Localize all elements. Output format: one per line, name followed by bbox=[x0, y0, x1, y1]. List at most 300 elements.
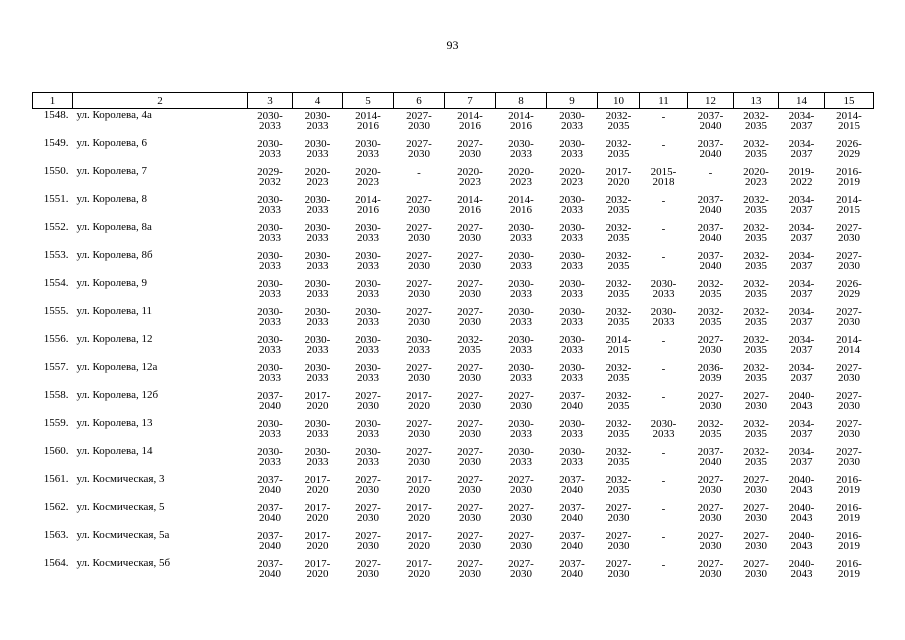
row-number: 1558. bbox=[43, 389, 69, 401]
period-cell bbox=[825, 389, 874, 417]
period-cell bbox=[734, 249, 779, 277]
period-value: 2020- 2023 bbox=[743, 166, 769, 188]
period-cell bbox=[779, 305, 825, 333]
period-value: 2027- 2030 bbox=[406, 418, 432, 440]
row-number: 1550. bbox=[43, 165, 69, 177]
period-value: 2027- 2030 bbox=[508, 390, 534, 412]
period-cell bbox=[547, 193, 598, 221]
period-value: 2027- 2030 bbox=[355, 558, 381, 580]
period-cell bbox=[640, 137, 688, 165]
period-value: 2030- 2033 bbox=[508, 306, 534, 328]
period-cell bbox=[688, 557, 734, 585]
table-row bbox=[33, 305, 874, 333]
period-value: 2027- 2030 bbox=[355, 474, 381, 496]
period-value: 2016- 2019 bbox=[836, 502, 862, 524]
period-cell bbox=[293, 557, 343, 585]
period-cell bbox=[445, 557, 496, 585]
period-cell bbox=[445, 529, 496, 557]
address-cell: ул. Королева, 8 bbox=[76, 193, 147, 205]
period-value: 2030- 2033 bbox=[559, 306, 585, 328]
period-value: 2034- 2037 bbox=[788, 362, 815, 384]
period-cell bbox=[248, 529, 293, 557]
period-cell bbox=[825, 445, 874, 473]
period-cell bbox=[779, 333, 825, 361]
period-cell bbox=[343, 417, 394, 445]
period-value: 2014- 2015 bbox=[836, 194, 862, 216]
row-number: 1559. bbox=[43, 417, 69, 429]
period-value: 2030- 2033 bbox=[508, 250, 534, 272]
column-header-15: 15 bbox=[825, 93, 874, 109]
period-value: 2027- 2030 bbox=[697, 558, 724, 580]
address-cell: ул. Королева, 8б bbox=[76, 249, 153, 261]
period-cell bbox=[496, 165, 547, 193]
period-cell bbox=[734, 557, 779, 585]
period-cell bbox=[496, 193, 547, 221]
period-value: 2037- 2040 bbox=[697, 250, 724, 272]
period-value: 2032- 2035 bbox=[605, 250, 632, 272]
period-cell bbox=[640, 473, 688, 501]
header-row bbox=[33, 93, 874, 109]
period-cell bbox=[394, 417, 445, 445]
period-value: 2037- 2040 bbox=[559, 530, 585, 552]
period-cell bbox=[779, 165, 825, 193]
address-cell: ул. Космическая, 5а bbox=[76, 529, 170, 541]
period-value: 2027- 2030 bbox=[457, 418, 483, 440]
period-cell bbox=[343, 389, 394, 417]
period-cell bbox=[547, 109, 598, 138]
period-value: 2040- 2043 bbox=[788, 530, 815, 552]
period-value: 2027- 2030 bbox=[457, 502, 483, 524]
address-cell: ул. Королева, 9 bbox=[76, 277, 147, 289]
period-value: 2020- 2023 bbox=[304, 166, 331, 188]
period-cell bbox=[547, 473, 598, 501]
period-value: 2027- 2030 bbox=[605, 530, 632, 552]
period-cell bbox=[445, 109, 496, 138]
period-cell bbox=[640, 249, 688, 277]
period-value: 2027- 2030 bbox=[836, 222, 862, 244]
period-cell bbox=[445, 333, 496, 361]
page-number: 93 bbox=[446, 38, 459, 52]
table-row bbox=[33, 557, 874, 585]
period-value: 2017- 2020 bbox=[406, 390, 432, 412]
period-cell bbox=[779, 137, 825, 165]
period-cell bbox=[547, 165, 598, 193]
period-value: 2030- 2033 bbox=[559, 418, 585, 440]
period-cell bbox=[496, 417, 547, 445]
period-cell bbox=[248, 473, 293, 501]
period-value: 2027- 2030 bbox=[406, 250, 432, 272]
period-cell bbox=[547, 417, 598, 445]
period-cell bbox=[688, 529, 734, 557]
table-row bbox=[33, 137, 874, 165]
period-cell bbox=[598, 221, 640, 249]
period-cell bbox=[779, 193, 825, 221]
period-cell bbox=[394, 221, 445, 249]
table-row bbox=[33, 473, 874, 501]
period-value: 2027- 2030 bbox=[457, 390, 483, 412]
column-header-14: 14 bbox=[779, 93, 825, 109]
period-cell bbox=[293, 333, 343, 361]
period-cell bbox=[293, 361, 343, 389]
period-cell bbox=[293, 501, 343, 529]
period-value: 2032- 2035 bbox=[605, 110, 632, 132]
period-cell bbox=[688, 417, 734, 445]
row-number: 1561. bbox=[43, 473, 69, 485]
period-value: 2027- 2030 bbox=[457, 278, 483, 300]
period-value: 2027- 2030 bbox=[836, 446, 862, 468]
period-cell bbox=[547, 389, 598, 417]
period-cell bbox=[640, 109, 688, 138]
period-value: 2034- 2037 bbox=[788, 334, 815, 356]
period-cell bbox=[825, 221, 874, 249]
period-cell bbox=[734, 529, 779, 557]
period-value: - bbox=[661, 363, 666, 375]
period-cell bbox=[734, 333, 779, 361]
period-cell bbox=[640, 221, 688, 249]
column-header-8: 8 bbox=[496, 93, 547, 109]
period-cell bbox=[394, 277, 445, 305]
period-cell bbox=[640, 193, 688, 221]
period-cell bbox=[293, 165, 343, 193]
period-cell bbox=[598, 557, 640, 585]
period-value: 2037- 2040 bbox=[697, 222, 724, 244]
period-cell bbox=[496, 305, 547, 333]
table-row bbox=[33, 361, 874, 389]
period-cell bbox=[825, 529, 874, 557]
period-value: 2014- 2016 bbox=[457, 110, 483, 132]
period-value: 2027- 2030 bbox=[406, 194, 432, 216]
period-cell bbox=[734, 137, 779, 165]
period-value: 2030- 2033 bbox=[355, 418, 381, 440]
period-cell bbox=[547, 361, 598, 389]
address-cell: ул. Королева, 12а bbox=[76, 361, 158, 373]
period-cell bbox=[445, 137, 496, 165]
period-value: 2030- 2033 bbox=[355, 250, 381, 272]
period-value: 2030- 2033 bbox=[559, 278, 585, 300]
column-header-13: 13 bbox=[734, 93, 779, 109]
period-value: 2030- 2033 bbox=[257, 306, 283, 328]
period-cell bbox=[779, 473, 825, 501]
period-value: 2030- 2033 bbox=[650, 278, 677, 300]
period-cell bbox=[825, 137, 874, 165]
period-value: 2037- 2040 bbox=[559, 502, 585, 524]
period-value: 2030- 2033 bbox=[304, 250, 331, 272]
period-cell bbox=[598, 445, 640, 473]
period-cell bbox=[248, 445, 293, 473]
column-header-5: 5 bbox=[343, 93, 394, 109]
period-cell bbox=[640, 501, 688, 529]
period-cell bbox=[445, 193, 496, 221]
period-cell bbox=[779, 557, 825, 585]
period-cell bbox=[688, 501, 734, 529]
period-cell bbox=[394, 529, 445, 557]
period-cell bbox=[496, 557, 547, 585]
period-value: 2030- 2033 bbox=[304, 278, 331, 300]
period-cell bbox=[248, 277, 293, 305]
period-cell bbox=[496, 277, 547, 305]
address-cell: ул. Королева, 12б bbox=[76, 389, 159, 401]
period-cell bbox=[688, 305, 734, 333]
period-value: 2016- 2019 bbox=[836, 558, 862, 580]
period-cell bbox=[293, 277, 343, 305]
period-cell bbox=[248, 305, 293, 333]
period-cell bbox=[779, 361, 825, 389]
period-value: 2040- 2043 bbox=[788, 502, 815, 524]
period-cell bbox=[293, 193, 343, 221]
period-cell bbox=[598, 109, 640, 138]
period-cell bbox=[547, 305, 598, 333]
period-value: - bbox=[417, 167, 421, 179]
row-number: 1551. bbox=[43, 193, 69, 205]
period-cell bbox=[343, 473, 394, 501]
period-cell bbox=[394, 361, 445, 389]
column-header-4: 4 bbox=[293, 93, 343, 109]
period-cell bbox=[394, 109, 445, 138]
period-value: 2037- 2040 bbox=[697, 138, 724, 160]
address-cell: ул. Королева, 4а bbox=[76, 109, 152, 121]
period-value: 2037- 2040 bbox=[257, 558, 283, 580]
period-value: 2027- 2030 bbox=[697, 474, 724, 496]
address-cell: ул. Королева, 14 bbox=[76, 445, 153, 457]
period-cell bbox=[825, 557, 874, 585]
period-cell bbox=[779, 501, 825, 529]
period-cell bbox=[445, 305, 496, 333]
period-value: - bbox=[708, 167, 713, 179]
period-cell bbox=[394, 557, 445, 585]
period-value: 2016- 2019 bbox=[836, 166, 862, 188]
period-value: 2032- 2035 bbox=[605, 278, 632, 300]
period-value: 2027- 2030 bbox=[836, 306, 862, 328]
period-cell bbox=[445, 445, 496, 473]
period-value: 2030- 2033 bbox=[257, 222, 283, 244]
period-cell bbox=[293, 473, 343, 501]
row-number: 1564. bbox=[43, 557, 69, 569]
period-value: 2027- 2030 bbox=[406, 306, 432, 328]
period-value: 2034- 2037 bbox=[788, 110, 815, 132]
period-value: 2014- 2014 bbox=[836, 334, 862, 356]
period-cell bbox=[734, 417, 779, 445]
period-cell bbox=[734, 109, 779, 138]
period-cell bbox=[293, 529, 343, 557]
period-value: 2030- 2033 bbox=[559, 362, 585, 384]
period-value: - bbox=[661, 251, 666, 263]
period-value: 2040- 2043 bbox=[788, 474, 815, 496]
period-value: 2032- 2035 bbox=[743, 194, 769, 216]
column-header-3: 3 bbox=[248, 93, 293, 109]
table-header bbox=[33, 93, 874, 109]
period-value: 2027- 2030 bbox=[743, 558, 769, 580]
period-value: 2027- 2030 bbox=[406, 222, 432, 244]
period-cell bbox=[640, 557, 688, 585]
period-cell bbox=[547, 529, 598, 557]
period-cell bbox=[598, 361, 640, 389]
period-cell bbox=[343, 333, 394, 361]
period-value: 2027- 2030 bbox=[355, 390, 381, 412]
period-value: 2026- 2029 bbox=[836, 138, 862, 160]
period-value: - bbox=[661, 139, 666, 151]
period-cell bbox=[248, 501, 293, 529]
period-cell bbox=[445, 249, 496, 277]
period-value: 2030- 2033 bbox=[257, 110, 283, 132]
period-cell bbox=[734, 221, 779, 249]
period-value: 2015- 2018 bbox=[650, 166, 677, 188]
period-value: 2030- 2033 bbox=[559, 334, 585, 356]
period-cell bbox=[640, 305, 688, 333]
column-header-7: 7 bbox=[445, 93, 496, 109]
period-value: 2027- 2030 bbox=[406, 278, 432, 300]
period-value: 2030- 2033 bbox=[559, 194, 585, 216]
period-cell bbox=[293, 249, 343, 277]
period-value: 2034- 2037 bbox=[788, 222, 815, 244]
period-cell bbox=[825, 361, 874, 389]
period-value: 2032- 2035 bbox=[605, 194, 632, 216]
period-value: 2032- 2035 bbox=[605, 446, 632, 468]
period-value: 2030- 2033 bbox=[559, 446, 585, 468]
period-cell bbox=[688, 249, 734, 277]
period-value: 2032- 2035 bbox=[605, 306, 632, 328]
period-cell bbox=[496, 249, 547, 277]
period-cell bbox=[343, 193, 394, 221]
period-value: 2017- 2020 bbox=[304, 558, 331, 580]
period-value: - bbox=[661, 531, 666, 543]
period-cell bbox=[734, 361, 779, 389]
period-value: 2032- 2035 bbox=[697, 418, 724, 440]
period-value: 2030- 2033 bbox=[257, 194, 283, 216]
period-cell bbox=[343, 249, 394, 277]
period-cell bbox=[343, 277, 394, 305]
period-cell bbox=[825, 305, 874, 333]
period-value: 2037- 2040 bbox=[257, 502, 283, 524]
period-cell bbox=[688, 445, 734, 473]
period-value: 2030- 2033 bbox=[355, 222, 381, 244]
row-number: 1553. bbox=[43, 249, 69, 261]
period-value: 2027- 2030 bbox=[457, 530, 483, 552]
period-cell bbox=[598, 333, 640, 361]
period-cell bbox=[394, 137, 445, 165]
period-value: 2034- 2037 bbox=[788, 278, 815, 300]
period-cell bbox=[343, 361, 394, 389]
period-value: 2030- 2033 bbox=[406, 334, 432, 356]
period-cell bbox=[779, 529, 825, 557]
period-cell bbox=[496, 445, 547, 473]
period-cell bbox=[598, 305, 640, 333]
period-cell bbox=[547, 249, 598, 277]
period-value: 2030- 2033 bbox=[304, 362, 331, 384]
period-value: 2032- 2035 bbox=[697, 306, 724, 328]
period-value: 2017- 2020 bbox=[304, 390, 331, 412]
period-value: 2014- 2016 bbox=[508, 110, 534, 132]
period-value: 2017- 2020 bbox=[406, 558, 432, 580]
period-cell bbox=[496, 473, 547, 501]
period-value: 2030- 2033 bbox=[304, 138, 331, 160]
period-cell bbox=[394, 501, 445, 529]
period-cell bbox=[640, 417, 688, 445]
period-cell bbox=[598, 501, 640, 529]
period-value: - bbox=[661, 559, 666, 571]
period-value: 2037- 2040 bbox=[697, 194, 724, 216]
period-cell bbox=[688, 109, 734, 138]
period-cell bbox=[640, 361, 688, 389]
row-number: 1563. bbox=[43, 529, 69, 541]
period-value: 2032- 2035 bbox=[605, 418, 632, 440]
period-cell bbox=[640, 529, 688, 557]
period-value: - bbox=[661, 503, 666, 515]
period-value: 2016- 2019 bbox=[836, 530, 862, 552]
period-cell bbox=[688, 277, 734, 305]
table-row bbox=[33, 221, 874, 249]
column-header-9: 9 bbox=[547, 93, 598, 109]
period-cell bbox=[547, 137, 598, 165]
period-cell bbox=[394, 305, 445, 333]
period-value: 2017- 2020 bbox=[406, 474, 432, 496]
period-value: 2032- 2035 bbox=[743, 250, 769, 272]
period-value: - bbox=[661, 111, 666, 123]
period-value: 2036- 2039 bbox=[697, 362, 724, 384]
period-cell bbox=[825, 249, 874, 277]
period-cell bbox=[734, 445, 779, 473]
period-cell bbox=[688, 193, 734, 221]
table-row bbox=[33, 109, 874, 138]
address-cell: ул. Королева, 11 bbox=[76, 305, 153, 317]
period-cell bbox=[688, 361, 734, 389]
period-cell bbox=[825, 501, 874, 529]
period-value: 2034- 2037 bbox=[788, 418, 815, 440]
period-cell bbox=[394, 165, 445, 193]
period-value: 2032- 2035 bbox=[457, 334, 483, 356]
period-value: 2030- 2033 bbox=[257, 418, 283, 440]
period-cell bbox=[293, 109, 343, 138]
period-cell bbox=[248, 361, 293, 389]
period-value: 2027- 2030 bbox=[743, 474, 769, 496]
period-value: 2030- 2033 bbox=[257, 446, 283, 468]
period-cell bbox=[779, 109, 825, 138]
period-value: 2032- 2035 bbox=[605, 138, 632, 160]
period-value: 2027- 2030 bbox=[355, 502, 381, 524]
period-cell bbox=[293, 305, 343, 333]
period-value: 2030- 2033 bbox=[355, 138, 381, 160]
period-cell bbox=[547, 221, 598, 249]
period-value: 2027- 2030 bbox=[508, 474, 534, 496]
period-value: - bbox=[661, 475, 666, 487]
period-cell bbox=[825, 473, 874, 501]
period-value: 2027- 2030 bbox=[508, 502, 534, 524]
period-cell bbox=[293, 137, 343, 165]
column-header-2: 2 bbox=[73, 93, 248, 109]
period-value: 2017- 2020 bbox=[304, 530, 331, 552]
period-value: 2037- 2040 bbox=[559, 390, 585, 412]
period-cell bbox=[496, 501, 547, 529]
period-value: 2027- 2030 bbox=[457, 138, 483, 160]
period-cell bbox=[394, 473, 445, 501]
period-cell bbox=[734, 501, 779, 529]
period-value: 2027- 2030 bbox=[355, 530, 381, 552]
period-value: 2030- 2033 bbox=[355, 446, 381, 468]
period-value: 2017- 2020 bbox=[304, 502, 331, 524]
period-value: 2027- 2030 bbox=[406, 446, 432, 468]
period-value: 2037- 2040 bbox=[559, 474, 585, 496]
period-value: 2027- 2030 bbox=[457, 474, 483, 496]
period-value: 2030- 2033 bbox=[508, 362, 534, 384]
period-value: 2020- 2023 bbox=[355, 166, 381, 188]
period-cell bbox=[248, 389, 293, 417]
period-cell bbox=[445, 277, 496, 305]
period-value: 2027- 2030 bbox=[605, 558, 632, 580]
period-cell bbox=[598, 249, 640, 277]
period-value: 2037- 2040 bbox=[257, 530, 283, 552]
period-value: 2030- 2033 bbox=[304, 194, 331, 216]
period-cell bbox=[343, 305, 394, 333]
period-value: 2032- 2035 bbox=[605, 474, 632, 496]
